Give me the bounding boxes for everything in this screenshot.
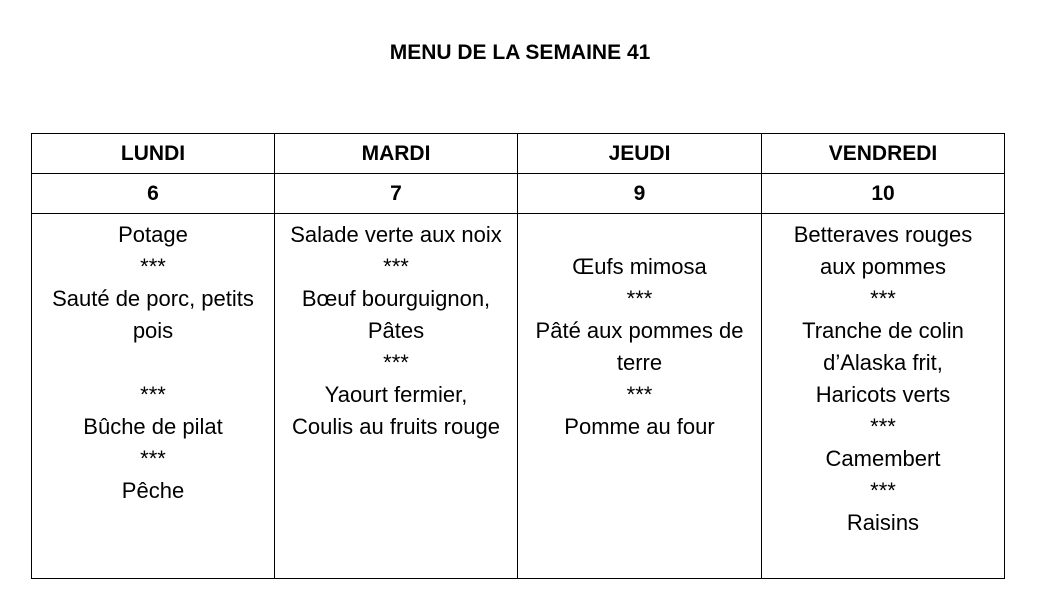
separator-stars: *** bbox=[870, 286, 896, 311]
separator-stars: *** bbox=[383, 254, 409, 279]
day-header-lundi: LUNDI bbox=[32, 134, 275, 174]
separator-stars: *** bbox=[140, 446, 166, 471]
dish-line: Pâtes bbox=[367, 318, 425, 343]
date-vendredi: 10 bbox=[762, 174, 1005, 214]
dish-line: Betteraves rouges bbox=[793, 222, 973, 247]
separator-stars: *** bbox=[626, 286, 653, 311]
separator-stars: *** bbox=[383, 350, 409, 375]
dishes-jeudi bbox=[518, 214, 762, 579]
day-header-vendredi: VENDREDI bbox=[762, 134, 1005, 174]
dish-line: Yaourt fermier, bbox=[324, 382, 468, 407]
day-header-row bbox=[32, 134, 1005, 174]
dish-line: Bûche de pilat bbox=[83, 414, 223, 439]
dishes-row bbox=[32, 214, 1005, 579]
separator-stars: *** bbox=[626, 382, 653, 407]
dish-line: Potage bbox=[118, 222, 188, 247]
dish-line: terre bbox=[616, 350, 663, 375]
dish-line: Œufs mimosa bbox=[572, 254, 707, 279]
dish-line: aux pommes bbox=[820, 254, 946, 279]
separator-stars: *** bbox=[870, 478, 896, 503]
dish-line: pois bbox=[132, 318, 174, 343]
date-mardi: 7 bbox=[275, 174, 518, 214]
dishes-lundi bbox=[32, 214, 275, 579]
dish-line: Sauté de porc, petits bbox=[52, 286, 254, 311]
separator-stars: *** bbox=[870, 414, 896, 439]
dish-line: Bœuf bourguignon, bbox=[301, 286, 491, 311]
day-header-mardi: MARDI bbox=[275, 134, 518, 174]
separator-stars: *** bbox=[140, 254, 166, 279]
dish-line: Raisins bbox=[846, 510, 920, 535]
blank-line bbox=[32, 347, 274, 379]
dish-line: Pêche bbox=[121, 478, 185, 503]
dish-line: Tranche de colin bbox=[802, 318, 964, 343]
date-row bbox=[32, 174, 1005, 214]
date-jeudi: 9 bbox=[518, 174, 762, 214]
dish-line: Pâté aux pommes de bbox=[535, 318, 744, 343]
separator-stars: *** bbox=[140, 382, 166, 407]
dish-line: Coulis au fruits rouge bbox=[292, 414, 500, 439]
dishes-vendredi bbox=[762, 214, 1005, 579]
dish-line: Pomme au four bbox=[564, 414, 715, 439]
dish-line: Camembert bbox=[825, 446, 941, 471]
day-header-jeudi: JEUDI bbox=[518, 134, 762, 174]
dish-line: Salade verte aux noix bbox=[290, 222, 502, 247]
dish-line: Haricots verts bbox=[815, 382, 951, 407]
date-lundi: 6 bbox=[32, 174, 275, 214]
page-title: MENU DE LA SEMAINE 41 bbox=[389, 41, 651, 64]
menu-table bbox=[31, 133, 1005, 579]
dishes-mardi bbox=[275, 214, 518, 579]
dish-line: d’Alaska frit, bbox=[823, 350, 943, 375]
